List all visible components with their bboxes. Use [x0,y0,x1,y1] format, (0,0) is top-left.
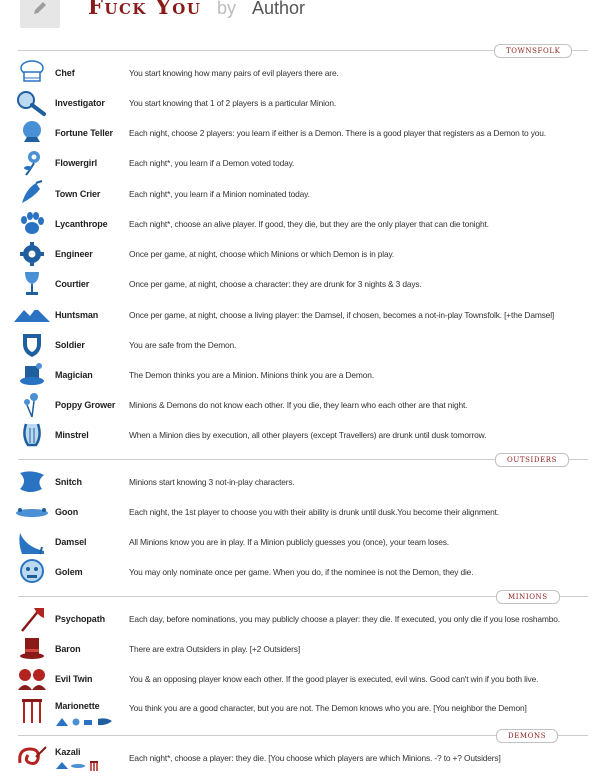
character-row-fortune-teller[interactable] [0,118,606,148]
character-name: Minstrel [55,430,89,440]
character-ability: Each night*, you learn if a Demon voted today. [129,158,295,168]
section-divider-demons [18,729,588,741]
character-ability: Each day, before nominations, you may publicly choose a player: they die. If executed, you only die if you lose roshambo. [129,614,560,624]
character-name: Lycanthrope [55,219,108,229]
character-row-marionette[interactable] [0,696,606,726]
character-name: Soldier [55,340,85,350]
character-ability: Once per game, at night, choose a character: they are drunk for 3 nights & 3 days. [129,279,422,289]
character-row-golem[interactable] [0,557,606,587]
character-name: Damsel [55,537,87,547]
goo-icon [14,497,50,527]
character-row-damsel[interactable] [0,527,606,557]
character-name: Baron [55,644,81,654]
character-row-courtier[interactable] [0,269,606,299]
gear-icon [14,239,50,269]
magician-hat-icon [14,360,50,390]
magnifying-glass-icon [14,88,50,118]
jinx-icons [56,716,116,728]
header [0,0,606,30]
character-ability: You start knowing that 1 of 2 players is a particular Minion. [129,98,337,108]
author-name: Author [252,0,306,18]
character-ability: Each night*, choose a player: they die. [You choose which players are which Minions. -? to +? Outsiders] [129,753,501,763]
character-row-town-crier[interactable] [0,179,606,209]
golem-icon [14,557,50,587]
character-name: Evil Twin [55,674,93,684]
flower-icon [14,148,50,178]
character-ability: Once per game, at night, choose which Minions or which Demon is in play. [129,249,395,259]
lyre-icon [14,420,50,450]
section-divider-minions [18,590,588,602]
jinx-icons [56,759,116,771]
character-row-flowergirl[interactable] [0,148,606,178]
character-row-poppy-grower[interactable] [0,390,606,420]
section-label: DEMONS [496,729,558,743]
character-name: Town Crier [55,189,101,199]
character-ability: Minions start knowing 3 not-in-play characters. [129,477,295,487]
character-name: Poppy Grower [55,400,116,410]
character-ability: There are extra Outsiders in play. [+2 Outsiders] [129,644,301,654]
twin-faces-icon [14,664,50,694]
character-name: Golem [55,567,83,577]
slipper-icon [14,527,50,557]
character-row-magician[interactable] [0,360,606,390]
character-row-lycanthrope[interactable] [0,209,606,239]
character-name: Magician [55,370,93,380]
script-title: Fuck You [88,0,202,19]
character-row-huntsman[interactable] [0,300,606,330]
character-name: Snitch [55,477,82,487]
by-label: by [217,0,237,18]
character-row-minstrel[interactable] [0,420,606,450]
wolf-paw-icon [14,209,50,239]
character-name: Kazali [55,747,81,757]
section-label: TOWNSFOLK [494,44,572,58]
ribbon-icon [14,467,50,497]
character-name: Flowergirl [55,158,98,168]
shield-icon [14,330,50,360]
character-row-evil-twin[interactable] [0,664,606,694]
character-name: Psychopath [55,614,106,624]
character-ability: Each night*, you learn if a Minion nominated today. [129,189,310,199]
goblet-icon [14,269,50,299]
character-row-engineer[interactable] [0,239,606,269]
character-name: Chef [55,68,75,78]
character-row-chef[interactable] [0,58,606,88]
character-row-baron[interactable] [0,634,606,664]
character-name: Marionette [55,701,100,711]
character-row-kazali[interactable] [0,743,606,773]
character-row-investigator[interactable] [0,88,606,118]
character-name: Huntsman [55,310,99,320]
character-ability: The Demon thinks you are a Minion. Minions think you are a Demon. [129,370,374,380]
character-ability: Each night*, choose an alive player. If good, they die, but they are the only player that can die tonight. [129,219,489,229]
character-ability: Minions & Demons do not know each other. If you die, they learn who each other are that night. [129,400,468,410]
character-name: Investigator [55,98,105,108]
section-divider-townsfolk [18,44,588,56]
poppy-icon [14,390,50,420]
character-name: Engineer [55,249,93,259]
axe-icon [14,604,50,634]
character-row-snitch[interactable] [0,467,606,497]
character-ability: You may only nominate once per game. When you do, if the nominee is not the Demon, they die. [129,567,474,577]
bell-icon [14,179,50,209]
section-label: OUTSIDERS [495,453,569,467]
section-label: MINIONS [496,590,560,604]
character-row-psychopath[interactable] [0,604,606,634]
edit-button[interactable] [20,0,60,28]
chef-hat-icon [14,58,50,88]
character-name: Courtier [55,279,90,289]
character-ability: When a Minion dies by execution, all other players (except Travellers) are drunk until dusk tomorrow. [129,430,487,440]
character-name: Fortune Teller [55,128,113,138]
puppet-icon [14,696,50,726]
character-ability: You start knowing how many pairs of evil players there are. [129,68,339,78]
character-ability: You & an opposing player know each other. If the good player is executed, evil wins. Good can't win if you both live. [129,674,539,684]
character-row-goon[interactable] [0,497,606,527]
character-row-soldier[interactable] [0,330,606,360]
mountains-icon [14,300,50,330]
top-hat-icon [14,634,50,664]
crystal-ball-icon [14,118,50,148]
character-ability: You think you are a good character, but you are not. The Demon knows who you are. [You neighbor the Demon] [129,703,527,713]
kazali-icon [14,743,50,773]
section-divider-outsiders [18,453,588,465]
character-ability: You are safe from the Demon. [129,340,237,350]
character-ability: Each night, choose 2 players: you learn if either is a Demon. There is a good player that registers as a Demon to you. [129,128,546,138]
pencil-icon [31,0,49,17]
character-ability: Each night, the 1st player to choose you with their ability is drunk until dusk.You become their alignment. [129,507,500,517]
character-ability: Once per game, at night, choose a living player: the Damsel, if chosen, becomes a not-in-play Townsfolk. [+the Damsel] [129,310,555,320]
character-ability: All Minions know you are in play. If a Minion publicly guesses you (once), your team loses. [129,537,449,547]
character-name: Goon [55,507,79,517]
